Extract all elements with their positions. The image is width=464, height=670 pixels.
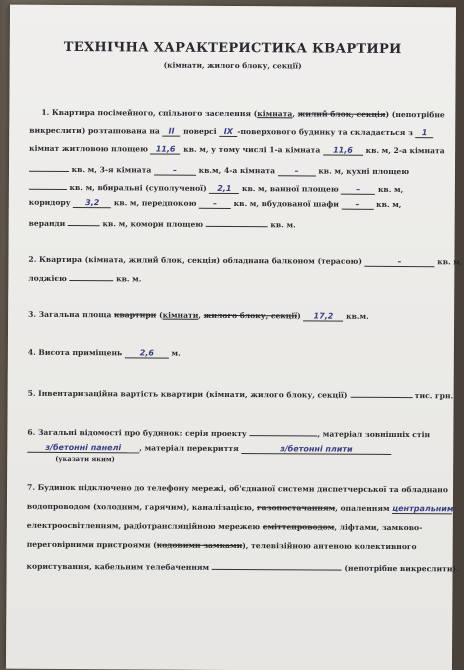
document-title: ТЕХНІЧНА ХАРАКТЕРИСТИКА КВАРТИРИ [63, 39, 402, 58]
inventory-value-field [350, 388, 412, 398]
corridor-area-field: 3,2 [73, 198, 111, 208]
floor-field: ІІ [162, 127, 180, 137]
floors-total-field: ІХ [219, 127, 237, 137]
section-3-total-area: 3. Загальна площа квартири (кімнати, жилого блоку, секції) 17,2 кв.м. [28, 309, 369, 321]
wall-material-field: з/бетонні панелі [27, 443, 139, 454]
section-4-height: 4. Висота приміщень 2,6 м. [27, 347, 181, 358]
loggia-area-field [69, 271, 113, 281]
section-5-value: 5. Інвентаризаційна вартість квартири (кімнати, жилого блоку, секції) тис. грн. [27, 388, 454, 401]
rooms-count-field: 1 [415, 128, 433, 138]
section-7-line-2: водопроводом (холодним, гарячим), каналізацією, газопостачанням, опаленням центральним [26, 501, 454, 514]
storage-area-field [206, 217, 268, 227]
section-1-line-6: коридору 3,2 кв. м, передпокою – кв. м, вбудованої шафи – кв. м, [28, 197, 402, 210]
wc-area-field: 2,1 [209, 184, 239, 194]
closet-area-field: – [341, 200, 373, 210]
total-area-field: 17,2 [303, 311, 343, 321]
veranda-area-field [68, 216, 100, 226]
section-7-line-5: користування, кабельним телебаченням (непотрібне викреслити). [26, 561, 459, 574]
bath-area-field: – [341, 185, 375, 195]
living-area-field: 11,6 [151, 144, 181, 154]
room1-area-field: 11,6 [323, 146, 363, 156]
cable-tv-field [212, 560, 342, 571]
document-subtitle: (кімнати, жилого блоку, секції) [163, 60, 302, 71]
floor-material-field: з/бетонні плити [241, 444, 391, 455]
height-field: 2,6 [125, 348, 169, 358]
hall-area-field: – [199, 199, 231, 209]
section-7-line-4: переговірними пристроями (кодовими замками), телевізійною антеною колективного [26, 539, 417, 552]
project-series-field [249, 426, 317, 436]
section-1-line-7: веранди кв. м, комори площею кв. м. [29, 216, 441, 232]
indicate-caption: (указати яким) [55, 454, 115, 464]
section-7-line-3: електроосвітленням, радіотрансляційною мережею еміттепроводом, ліфтами, замково- [26, 520, 423, 533]
section-7-line-1: 7. Будинок підключено до телефону мережі, об'єднаної системи диспетчерської та обладнано [27, 482, 448, 495]
section-1-line-3: кімнат житловою площею 11,6 кв. м, у тому числі 1-а кімната 11,6 кв. м, 2-а кімната [29, 143, 445, 156]
section-6-line-1: 6. Загальні відомості про будинок: серія проекту , матеріал зовнішніх стін [27, 427, 431, 440]
kitchen-area-field [29, 180, 67, 190]
section-1-line-5: кв. м, вбиральні (суполученої) 2,1 кв. м, ванної площею – кв. м, [29, 180, 441, 196]
section-1-line-4: кв. м, 3-я кімната – кв.м, 4-а кімната – кв. м, кухні площею [29, 162, 441, 178]
heating-field: центральним [392, 503, 454, 514]
room3-area-field: – [154, 166, 196, 176]
document-page [6, 5, 463, 670]
struck-option: жилий блок, секція [297, 109, 386, 119]
section-1-line-2: викреслити) розташована на ІІ поверсі ІХ -поверхового будинку та складається з 1 [29, 126, 439, 139]
section-2-line-2: лоджією кв. м. [28, 271, 440, 287]
section-6-line-2: з/бетонні панелі , матеріал перекриття з/бетонні плити [27, 443, 439, 456]
room-option: кімната [257, 109, 293, 119]
room2-area-field [29, 162, 69, 172]
room4-area-field: – [278, 166, 316, 176]
section-1-line-1: 1. Квартира посімейного, спільного заселення (кімната, жилий блок, секція) (непотрібне [41, 107, 445, 120]
section-2-line-1: 2. Квартира (кімната, жилий блок, секція) обладнана балконом (терасою) – кв. м, [28, 254, 463, 267]
balcony-area-field: – [365, 257, 435, 267]
